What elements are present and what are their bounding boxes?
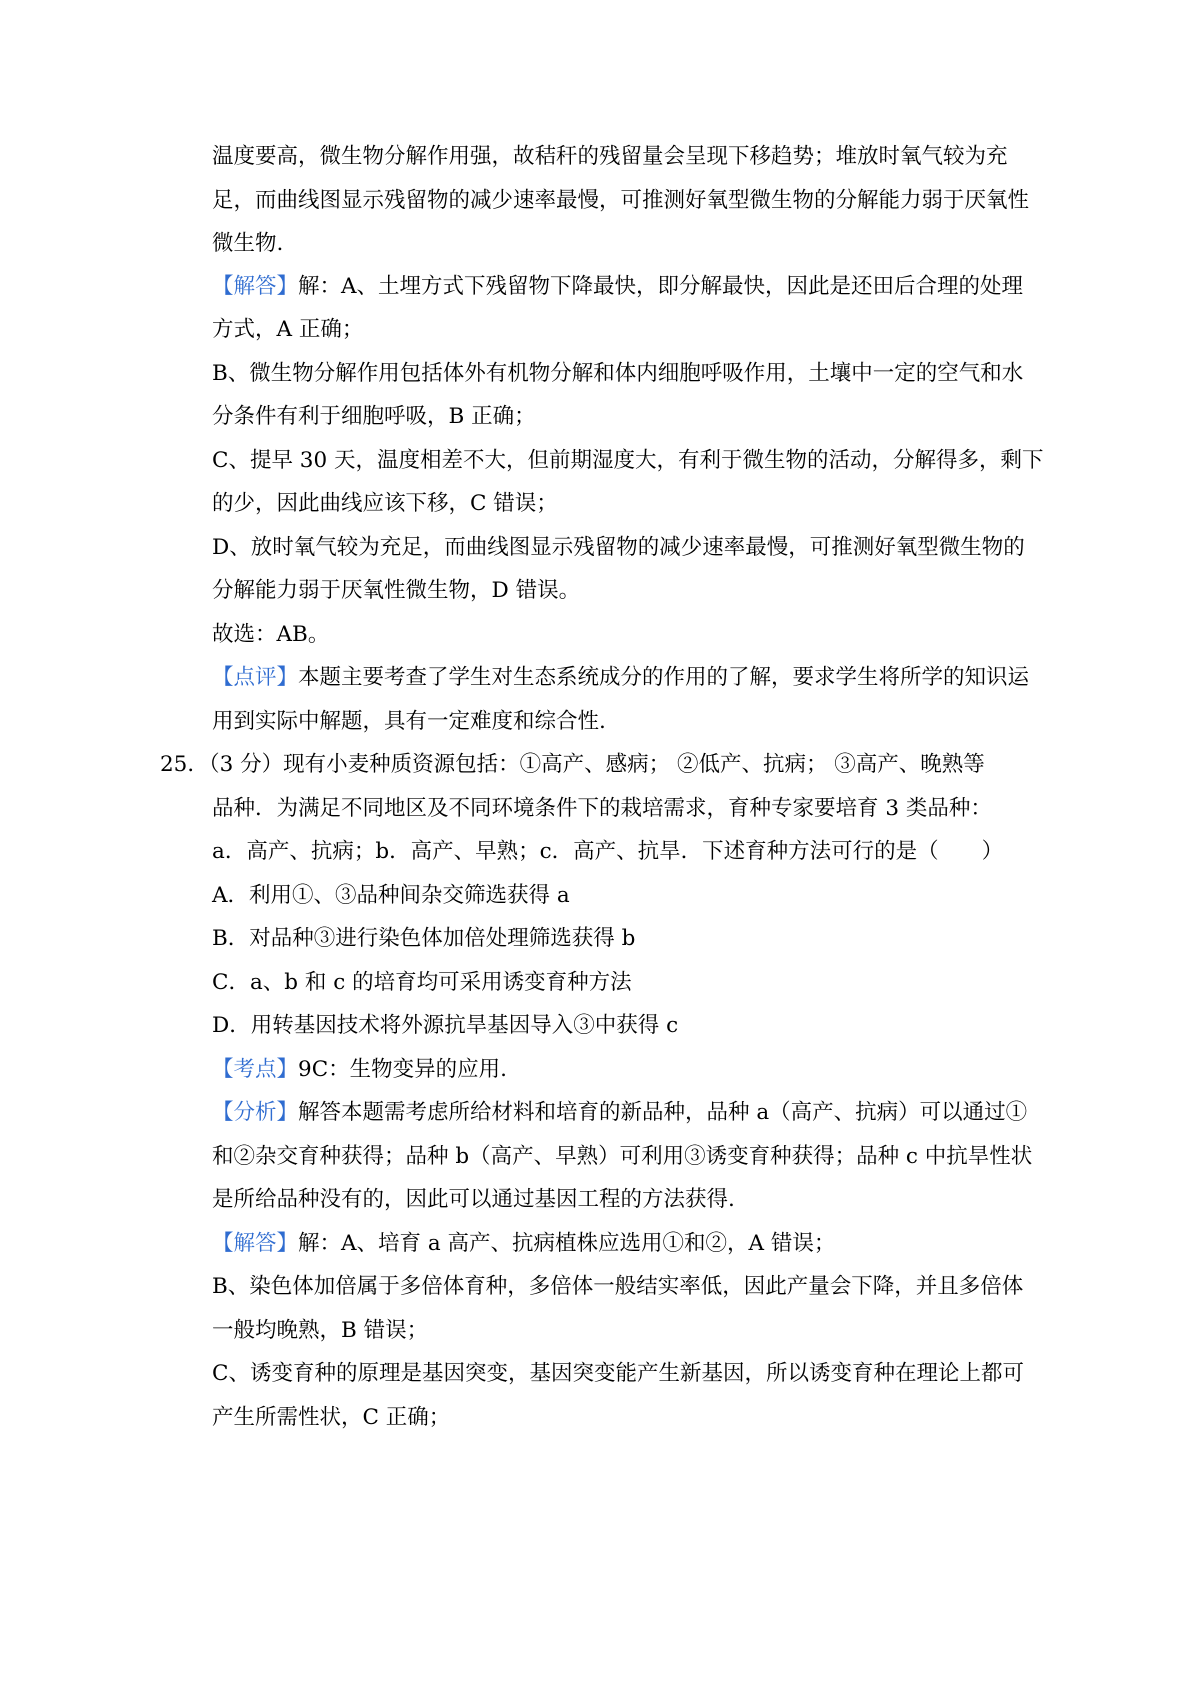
answer-line: 一般均晚熟，B 错误；: [212, 1318, 429, 1343]
answer-line: [212, 272, 1032, 302]
answer-line: 的少，因此曲线应该下移，C 错误；: [212, 491, 558, 516]
analysis-text: 解答本题需考虑所给材料和培育的新品种，品种 a（高产、抗病）可以通过①: [298, 1100, 1028, 1125]
answer-line: D、放时氧气较为充足，而曲线图显示残留物的减少速率最慢，可推测好氧型微生物的: [212, 535, 1025, 560]
answer-text: 解：A、土埋方式下残留物下降最快，即分解最快，因此是还田后合理的处理: [298, 274, 1024, 299]
comment-line: [212, 663, 1032, 693]
comment-text: 本题主要考查了学生对生态系统成分的作用的了解，要求学生将所学的知识运: [298, 665, 1030, 690]
answer-line: C、提早 30 天，温度相差不大，但前期湿度大，有利于微生物的活动，分解得多，剩下: [212, 448, 1044, 473]
answer-line: 分解能力弱于厌氧性微生物，D 错误。: [212, 578, 581, 603]
answer-choice: 故选：AB。: [212, 622, 330, 647]
answer-line: 产生所需性状，C 正确；: [212, 1405, 451, 1430]
analysis-line: 温度要高，微生物分解作用强，故秸秆的残留量会呈现下移趋势；堆放时氧气较为充: [212, 144, 1008, 169]
question-stem: a．高产、抗病；b．高产、早熟；c．高产、抗旱．下述育种方法可行的是（ ）: [212, 839, 1004, 864]
answer-text: 解：A、培育 a 高产、抗病植株应选用①和②，A 错误；: [298, 1231, 836, 1256]
answer-line: 分条件有利于细胞呼吸，B 正确；: [212, 404, 536, 429]
answer-line: 方式，A 正确；: [212, 317, 364, 342]
kaodian-text: 9C：生物变异的应用.: [298, 1057, 507, 1082]
analysis-line: [212, 1098, 1032, 1128]
answer-line: B、染色体加倍属于多倍体育种，多倍体一般结实率低，因此产量会下降，并且多倍体: [212, 1274, 1024, 1299]
analysis-line: 足，而曲线图显示残留物的减少速率最慢，可推测好氧型微生物的分解能力弱于厌氧性: [212, 188, 1030, 213]
kaodian-tag: 【考点】: [212, 1057, 299, 1082]
answer-line: B、微生物分解作用包括体外有机物分解和体内细胞呼吸作用，土壤中一定的空气和水: [212, 361, 1024, 386]
option-a: A．利用①、③品种间杂交筛选获得 a: [212, 883, 570, 908]
answer-line: C、诱变育种的原理是基因突变，基因突变能产生新基因，所以诱变育种在理论上都可: [212, 1361, 1024, 1386]
answer-line: [212, 1229, 1032, 1259]
answer-tag: 【解答】: [212, 274, 299, 299]
option-d: D．用转基因技术将外源抗旱基因导入③中获得 c: [212, 1013, 679, 1038]
comment-line: 用到实际中解题，具有一定难度和综合性.: [212, 709, 606, 734]
analysis-line: 是所给品种没有的，因此可以通过基因工程的方法获得.: [212, 1187, 735, 1212]
question-stem: 品种．为满足不同地区及不同环境条件下的栽培需求，育种专家要培育 3 类品种：: [212, 796, 992, 821]
answer-tag: 【解答】: [212, 1231, 299, 1256]
analysis-line: 和②杂交育种获得；品种 b（高产、早熟）可利用③诱变育种获得；品种 c 中抗旱性状: [212, 1144, 1033, 1169]
kaodian-line: [212, 1055, 1032, 1085]
question-stem: 25．（3 分）现有小麦种质资源包括：①高产、感病； ②低产、抗病； ③高产、晚熟等: [160, 752, 985, 777]
option-c: C．a、b 和 c 的培育均可采用诱变育种方法: [212, 970, 632, 995]
analysis-line: 微生物.: [212, 231, 284, 256]
analysis-tag: 【分析】: [212, 1100, 299, 1125]
option-b: B．对品种③进行染色体加倍处理筛选获得 b: [212, 926, 636, 951]
comment-tag: 【点评】: [212, 665, 299, 690]
